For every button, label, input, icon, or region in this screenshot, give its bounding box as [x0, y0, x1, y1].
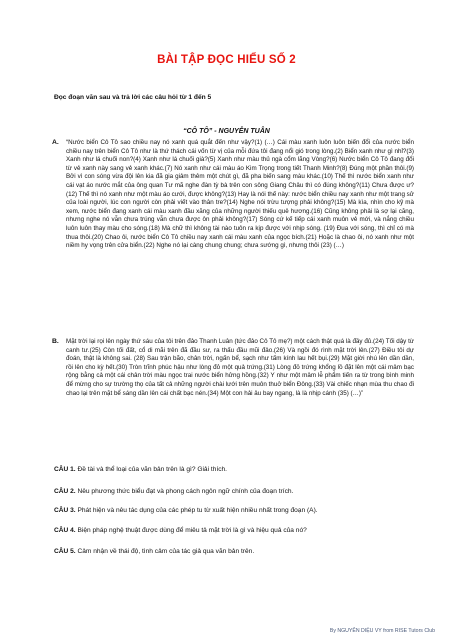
question-5	[54, 548, 424, 555]
question-1	[54, 466, 424, 473]
paragraph-text: Mặt trời lại rọi lên ngày thứ sáu của tôi trên đảo Thanh Luân (tức đảo Cô Tô mẹ?) một cách thật quá là đầy đủ.(24) Tối dậy từ canh tư.(25) Còn tối đất, cổ di mãi trên đã đầu sư, ra thấu đầu mũi đảo.(26) Và ngồi đó rình mặt trời lên.(27) Điều tôi dự đoán, thật là không sai. (28) Sau trận bão, chân trời, ngấn bể, sạch như tấm kính lau hết bụi.(29) Mặt giời nhú lên dần dần, rồi lên cho kỳ hết.(30) Tròn trĩnh phúc hậu như lòng đỏ một quả trứng.(31) Lòng đỏ trứng khổng lồ đặt lên một cái mâm bạc rộng bằng cả một cái chân trời màu ngọc trai nước biển hửng hồng.(32) Y như một mâm lễ phẩm tiến ra từ trong bình minh để mừng cho sự trường thọ của tất cả những người chài lưới trên muôn thuở biển Đông.(33) Vài chiếc nhạn mùa thu chao đi chao lại trên mặt bể sáng dần lên cái chất bạc nén.(34) Một con hải âu bay ngang, là là nhịp cánh (35) (…)”	[66, 338, 414, 397]
question-3	[54, 507, 424, 514]
document-title: BÀI TẬP ĐỌC HIỂU SỐ 2	[157, 54, 296, 66]
paragraph-marker: B.	[52, 338, 59, 345]
question-4	[54, 527, 424, 534]
question-label: CÂU 5.	[54, 548, 76, 555]
question-text: Cảm nhận về thái độ, tình cảm của tác giả qua văn bản trên.	[77, 548, 255, 555]
question-label: CÂU 4.	[54, 527, 76, 534]
question-label: CÂU 3.	[54, 507, 76, 514]
passage-title: “CÔ TÔ” - NGUYỄN TUÂN	[183, 128, 270, 135]
question-text: Đề tài và thể loại của văn bản trên là gì? Giải thích.	[77, 466, 228, 473]
paragraph-b	[52, 338, 414, 398]
footer-credit: By NGUYỄN DIỆU VY from RISE Tutors Club	[329, 628, 435, 634]
paragraph-marker: A.	[52, 139, 59, 146]
question-text: Nêu phương thức biểu đạt và phong cách ngôn ngữ chính của đoạn trích.	[77, 488, 294, 495]
paragraph-a	[52, 139, 414, 251]
paragraph-text: “Nước biển Cô Tô sao chiều nay nó xanh quá quắt đến như vậy?(1) (…) Cái màu xanh luôn luôn biến đổi của nước biển chiều nay trên biển Cô Tô như là thứ thách cái vốn từ vị của mỗi đứa tôi đang nổi gió trong lòng.(2) Biển xanh như gì nhỉ?(3) Xanh như lá chuối non?(4) Xanh như lá chuối già?(5) Xanh như màu thủ ngà cổm lãng Vòng?(6) Nước biển Cô Tô đang đổi từ vẻ xanh này sang vẻ xanh khác.(7) Nó xanh như cái màu áo Kim Trọng trong tiết Thanh Minh?(8) Đúng một phần thôi.(9) Bởi vì con sóng vừa đội lên kia đã gia giảm thêm một chút gì, đã pha biến sang màu khác.(10) Thế thì nước biển xanh như cái vạt áo nước mắt của ông quan Tư mã nghe đàn tỳ bà trên con sông Giang Châu thì có đúng không?(11) Chưa được ư?(12) Thế thì nó xanh như một màu áo cưới, được không?(13) Hay là nói thế này: nước biển chiều nay xanh như một trang sử của loài người, lúc con người còn phải viết vào thân tre?(14) Nghe nói trừu tượng phải không?(15) Mà kìa, nhìn cho kỹ mà xem, nước biển đang xanh cái màu xanh đầu xăng của những người thiếu quê hương.(16) Cũng không phải là sợ lại căng, nhưng nghe nó vẫn chưa trúng vẫn chưa được ôn phải không?(17) Sóng cứ kế tiếp cái xanh muôn vẻ mới, và nắng chiều luôn luôn thay màu cho sóng.(18) Mà chữ thì không tài nào tuôn ra kịp được với nhịp sóng. (19) Đua với sóng, thì chỉ có mà thua thôi.(20) Chao ôi, nước biển Cô Tô chiều nay xanh cái màu xanh của ngọc bích.(21) Hoặc là chao ôi, nó xanh như một niềm hy vọng trên cửa biển.(22) Nghe nó lại càng chung chung; chưa sướng gì, nhưng thôi (23) (…)	[66, 139, 414, 250]
question-label: CÂU 2.	[54, 488, 76, 495]
question-text: Biện pháp nghệ thuật được dùng để miêu tả mặt trời là gì và hiệu quả của nó?	[77, 527, 307, 534]
question-text: Phát hiện và nêu tác dụng của các phép tu từ xuất hiện nhiều nhất trong đoạn (A).	[77, 507, 318, 514]
question-2	[54, 488, 424, 495]
instruction-text: Đọc đoạn văn sau và trả lời các câu hỏi từ 1 đến 5	[54, 94, 212, 101]
question-label: CÂU 1.	[54, 466, 76, 473]
